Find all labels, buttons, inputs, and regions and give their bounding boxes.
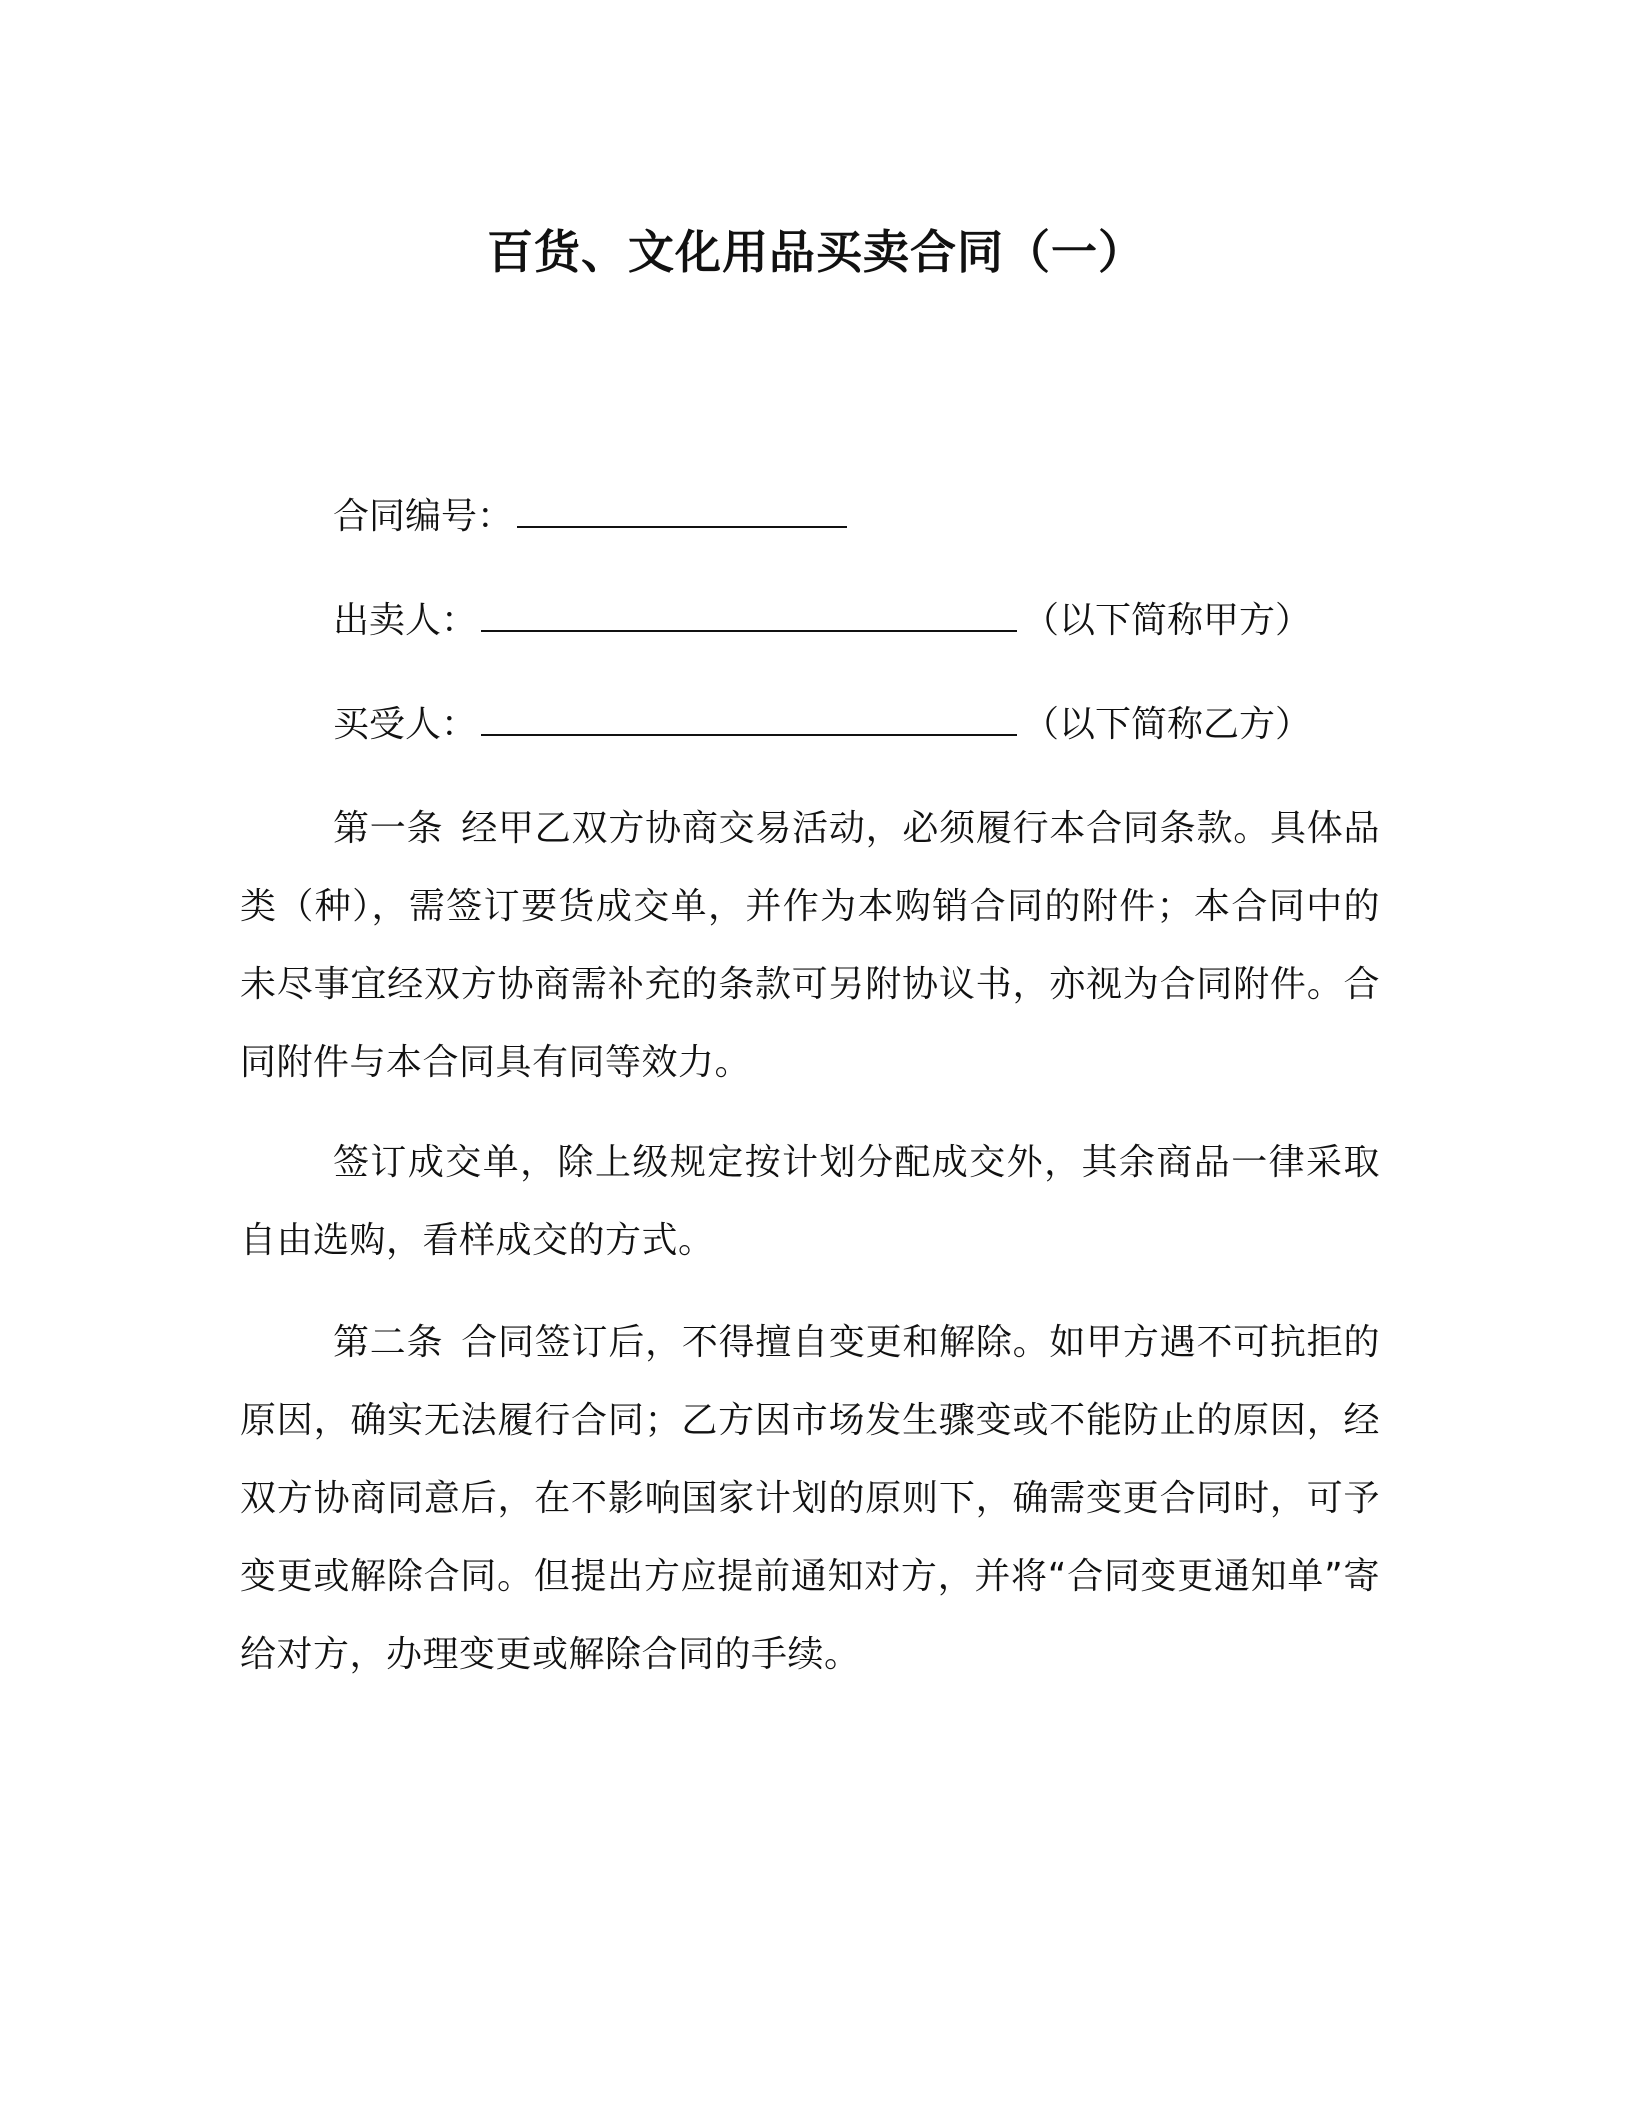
seller-suffix: （以下简称甲方） xyxy=(1023,600,1312,641)
seller-blank xyxy=(481,600,1017,632)
article-2-text: 合同签订后，不得擅自变更和解除。如甲方遇不可抗拒的原因，确实无法履行合同；乙方因市场发生骤变或不能防止的原因，经双方协商同意后，在不影响国家计划的原则下，确需变更合同时，可予变更或解除合同。但提出方应提前通知对方，并将“合同变更通知单”寄给对方，办理变更或解除合同的手续。 xyxy=(240,1322,1380,1675)
seller-label: 出卖人： xyxy=(333,600,478,641)
article-1-paragraph xyxy=(240,790,1380,1102)
document-title: 百货、文化用品买卖合同（一） xyxy=(487,225,1145,279)
contract-number-blank xyxy=(517,496,847,528)
buyer-label: 买受人： xyxy=(333,704,478,745)
seller-field xyxy=(333,596,1311,646)
buyer-blank xyxy=(481,704,1017,736)
article-1-number: 第一条 xyxy=(333,808,444,849)
article-2-paragraph xyxy=(240,1304,1380,1694)
contract-number-field xyxy=(333,492,853,542)
article-2-number: 第二条 xyxy=(333,1322,444,1363)
buyer-field xyxy=(333,700,1311,750)
contract-number-label: 合同编号： xyxy=(333,496,514,537)
article-1-paragraph-2: 签订成交单，除上级规定按计划分配成交外，其余商品一律采取自由选购，看样成交的方式。 xyxy=(240,1142,1380,1261)
article-1-text: 经甲乙双方协商交易活动，必须履行本合同条款。具体品类（种），需签订要货成交单，并作为本购销合同的附件；本合同中的未尽事宜经双方协商需补充的条款可另附协议书，亦视为合同附件。合同附件与本合同具有同等效力。 xyxy=(240,808,1380,1083)
buyer-suffix: （以下简称乙方） xyxy=(1023,704,1312,745)
